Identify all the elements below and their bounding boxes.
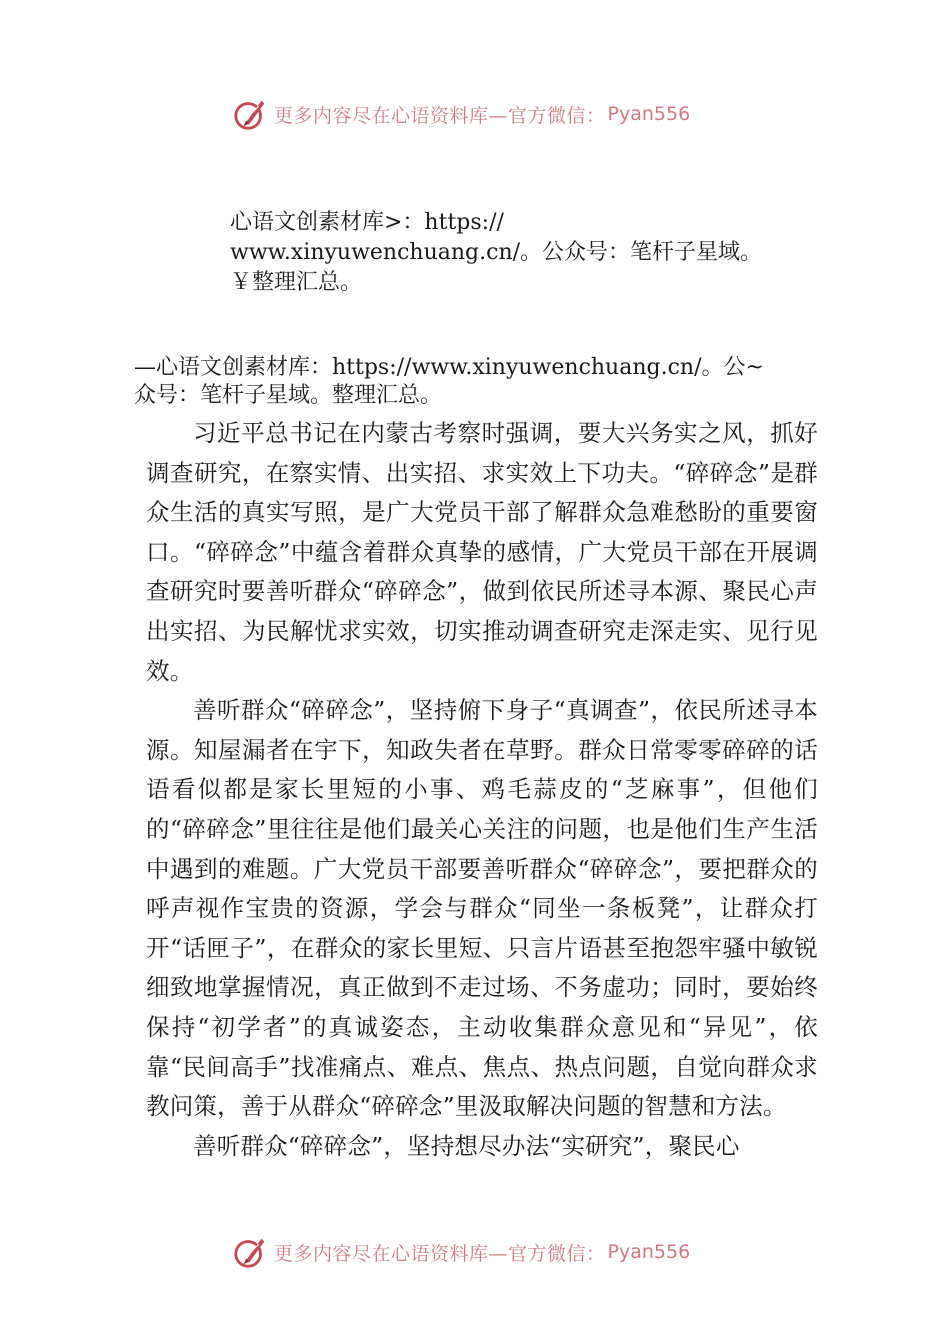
quill-pen-logo-icon bbox=[232, 95, 270, 133]
article-body bbox=[146, 414, 818, 1166]
wechat-id: Pyan556 bbox=[607, 1241, 691, 1263]
banner-text: 更多内容尽在心语资料库—官方微信： bbox=[274, 1242, 606, 1265]
note-block bbox=[230, 208, 850, 298]
quill-pen-logo-icon bbox=[232, 1233, 270, 1271]
banner-text: 更多内容尽在心语资料库—官方微信： bbox=[274, 104, 606, 127]
note-line: 心语文创素材库>：https:// bbox=[230, 210, 504, 235]
source-line-text: 众号：笔杆子星域。整理汇总。 bbox=[134, 383, 443, 408]
footer-banner bbox=[232, 1232, 690, 1272]
source-line bbox=[134, 354, 834, 410]
wechat-id: Pyan556 bbox=[607, 103, 691, 125]
header-banner bbox=[232, 94, 690, 134]
paragraph: 善听群众“碎碎念”，坚持想尽办法“实研究”，聚民心 bbox=[193, 1131, 740, 1160]
source-line-text: —心语文创素材库：https://www.xinyuwenchuang.cn/。公~ bbox=[134, 355, 764, 380]
paragraph: 习近平总书记在内蒙古考察时强调，要大兴务实之风，抓好调查研究，在察实情、出实招、求实效上下功夫。“碎碎念”是群众生活的真实写照，是广大党员干部了解群众急难愁盼的重要窗口。“碎碎念”中蕴含着群众真挚的感情，广大党员干部在开展调查研究时要善听群众“碎碎念”，做到依民所述寻本源、聚民心声出实招、为民解忧求实效，切实推动调查研究走深走实、见行见效。 bbox=[146, 419, 818, 685]
paragraph: 善听群众“碎碎念”，坚持俯下身子“真调查”，依民所述寻本源。知屋漏者在宇下，知政失者在草野。群众日常零零碎碎的话语看似都是家长里短的小事、鸡毛蒜皮的“芝麻事”，但他们的“碎碎念”里往往是他们最关心关注的问题，也是他们生产生活中遇到的难题。广大党员干部要善听群众“碎碎念”，要把群众的呼声视作宝贵的资源，学会与群众“同坐一条板凳”，让群众打开“话匣子”，在群众的家长里短、只言片语甚至抱怨牢骚中敏锐细致地掌握情况，真正做到不走过场、不务虚功；同时，要始终保持“初学者”的真诚姿态，主动收集群众意见和“异见”，依靠“民间高手”找准痛点、难点、焦点、热点问题，自觉向群众求教问策，善于从群众“碎碎念”里汲取解决问题的智慧和方法。 bbox=[146, 696, 818, 1121]
note-line: ￥整理汇总。 bbox=[230, 270, 363, 295]
note-line: www.xinyuwenchuang.cn/。公众号：笔杆子星域。 bbox=[230, 240, 763, 265]
